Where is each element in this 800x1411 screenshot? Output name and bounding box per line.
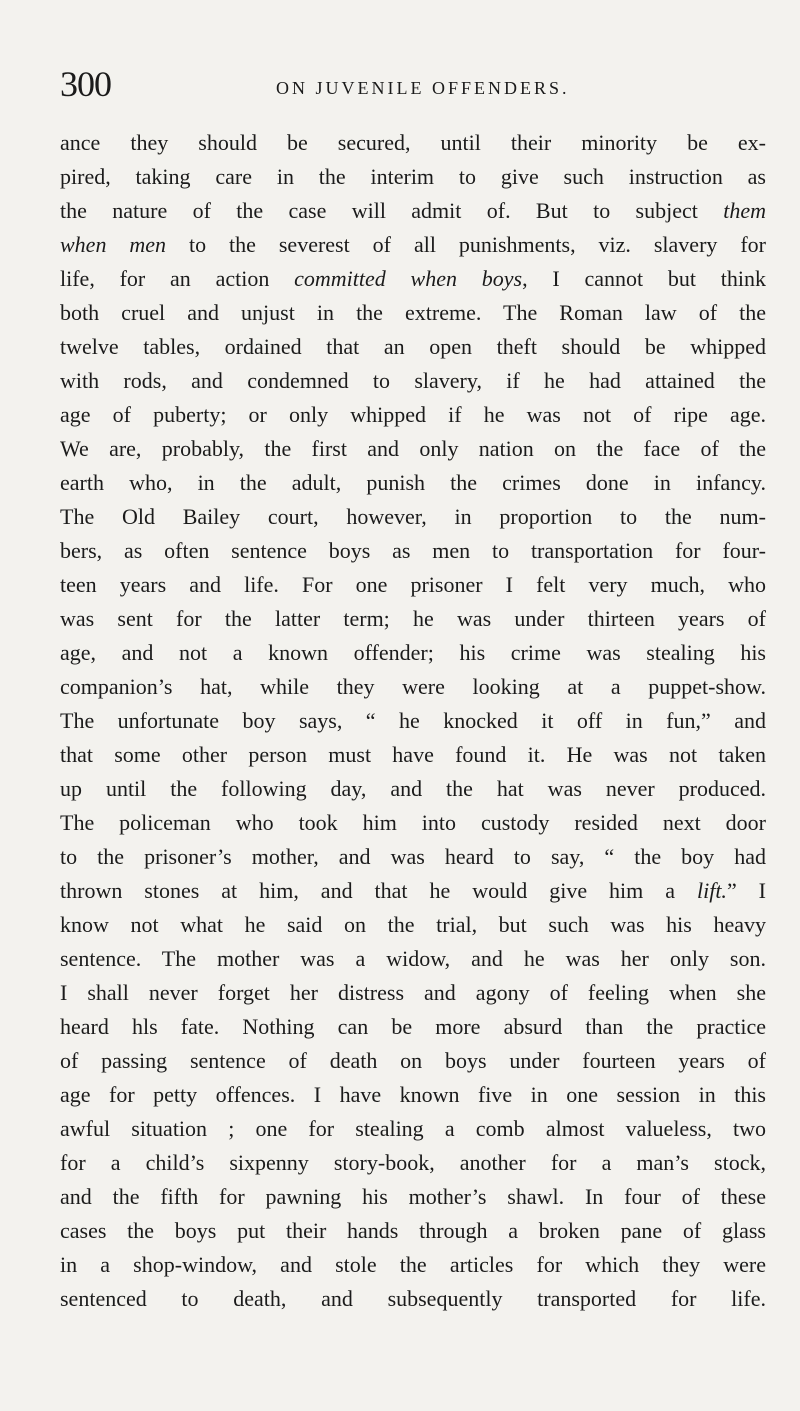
line-text: age, and not a known offender; his crime was stealing his <box>60 640 766 665</box>
text-line <box>60 466 766 500</box>
text-line <box>60 772 766 806</box>
line-text: I shall never forget her distress and agony of feeling when she <box>60 980 766 1005</box>
text-line <box>60 1282 766 1316</box>
line-text: for a child’s sixpenny story-book, another for a man’s stock, <box>60 1150 766 1175</box>
line-text: heard hls fate. Nothing can be more absurd than the practice <box>60 1014 766 1039</box>
line-text: to the severest of all punishments, viz. slavery for <box>166 232 766 257</box>
line-text: thrown stones at him, and that he would give him a <box>60 878 697 903</box>
line-text: with rods, and condemned to slavery, if he had attained the <box>60 368 766 393</box>
line-text: in a shop-window, and stole the articles for which they were <box>60 1252 766 1277</box>
text-line <box>60 330 766 364</box>
text-line <box>60 874 766 908</box>
line-text: age for petty offences. I have known five in one session in this <box>60 1082 766 1107</box>
line-text: to the prisoner’s mother, and was heard to say, “ the boy had <box>60 844 766 869</box>
line-text: up until the following day, and the hat was never produced. <box>60 776 766 801</box>
text-line <box>60 1112 766 1146</box>
text-line <box>60 568 766 602</box>
line-text: We are, probably, the first and only nation on the face of the <box>60 436 766 461</box>
text-line <box>60 908 766 942</box>
line-text: ance they should be secured, until their minority be ex- <box>60 130 766 155</box>
text-line <box>60 1146 766 1180</box>
line-text: twelve tables, ordained that an open theft should be whipped <box>60 334 766 359</box>
text-line <box>60 262 766 296</box>
text-line <box>60 704 766 738</box>
italic-text: lift. <box>696 878 727 903</box>
text-line <box>60 296 766 330</box>
line-text: of passing sentence of death on boys under fourteen years of <box>60 1048 766 1073</box>
running-title: ON JUVENILE OFFENDERS. <box>276 78 570 98</box>
line-text: and the fifth for pawning his mother’s shawl. In four of these <box>60 1184 766 1209</box>
text-line <box>60 636 766 670</box>
italic-text: them <box>723 198 766 223</box>
text-line <box>60 840 766 874</box>
text-line <box>60 976 766 1010</box>
italic-text: committed when boys <box>294 266 523 291</box>
line-text: age of puberty; or only whipped if he was not of ripe age. <box>60 402 766 427</box>
text-line <box>60 398 766 432</box>
text-line <box>60 1248 766 1282</box>
line-text: companion’s hat, while they were looking at a puppet-show. <box>60 674 766 699</box>
italic-text: when men <box>60 232 167 257</box>
line-text: The policeman who took him into custody resided next door <box>60 810 766 835</box>
text-line <box>60 806 766 840</box>
text-line <box>60 500 766 534</box>
line-text: the nature of the case will admit of. But to subject <box>60 198 724 223</box>
line-text: cases the boys put their hands through a broken pane of glass <box>60 1218 766 1243</box>
text-line <box>60 432 766 466</box>
line-text: bers, as often sentence boys as men to transportation for four- <box>60 538 766 563</box>
line-text: , I cannot but think <box>522 266 766 291</box>
line-text: earth who, in the adult, punish the crimes done in infancy. <box>60 470 766 495</box>
text-line <box>60 1044 766 1078</box>
text-line <box>60 1078 766 1112</box>
text-line <box>60 602 766 636</box>
text-line <box>60 1180 766 1214</box>
body-text <box>60 126 766 1316</box>
line-text: pired, taking care in the interim to give such instruction as <box>60 164 766 189</box>
page-number: 300 <box>60 64 111 104</box>
text-line <box>60 942 766 976</box>
line-text: life, for an action <box>60 266 295 291</box>
line-text: ” I <box>726 878 766 903</box>
line-text: know not what he said on the trial, but such was his heavy <box>60 912 766 937</box>
line-text: The Old Bailey court, however, in proportion to the num- <box>60 504 766 529</box>
text-line <box>60 1010 766 1044</box>
page-header <box>60 58 760 108</box>
text-line <box>60 228 766 262</box>
text-line <box>60 534 766 568</box>
line-text: The unfortunate boy says, “ he knocked it off in fun,” and <box>60 708 766 733</box>
text-line <box>60 160 766 194</box>
line-text: both cruel and unjust in the extreme. The Roman law of the <box>60 300 766 325</box>
text-line <box>60 738 766 772</box>
text-line <box>60 1214 766 1248</box>
text-line <box>60 194 766 228</box>
line-text: that some other person must have found it. He was not taken <box>60 742 766 767</box>
text-line <box>60 364 766 398</box>
text-line <box>60 670 766 704</box>
line-text: sentence. The mother was a widow, and he was her only son. <box>60 946 766 971</box>
line-text: awful situation ; one for stealing a comb almost valueless, two <box>60 1116 766 1141</box>
line-text: was sent for the latter term; he was under thirteen years of <box>60 606 766 631</box>
line-text: sentenced to death, and subsequently transported for life. <box>60 1286 766 1311</box>
line-text: teen years and life. For one prisoner I felt very much, who <box>60 572 766 597</box>
text-line <box>60 126 766 160</box>
